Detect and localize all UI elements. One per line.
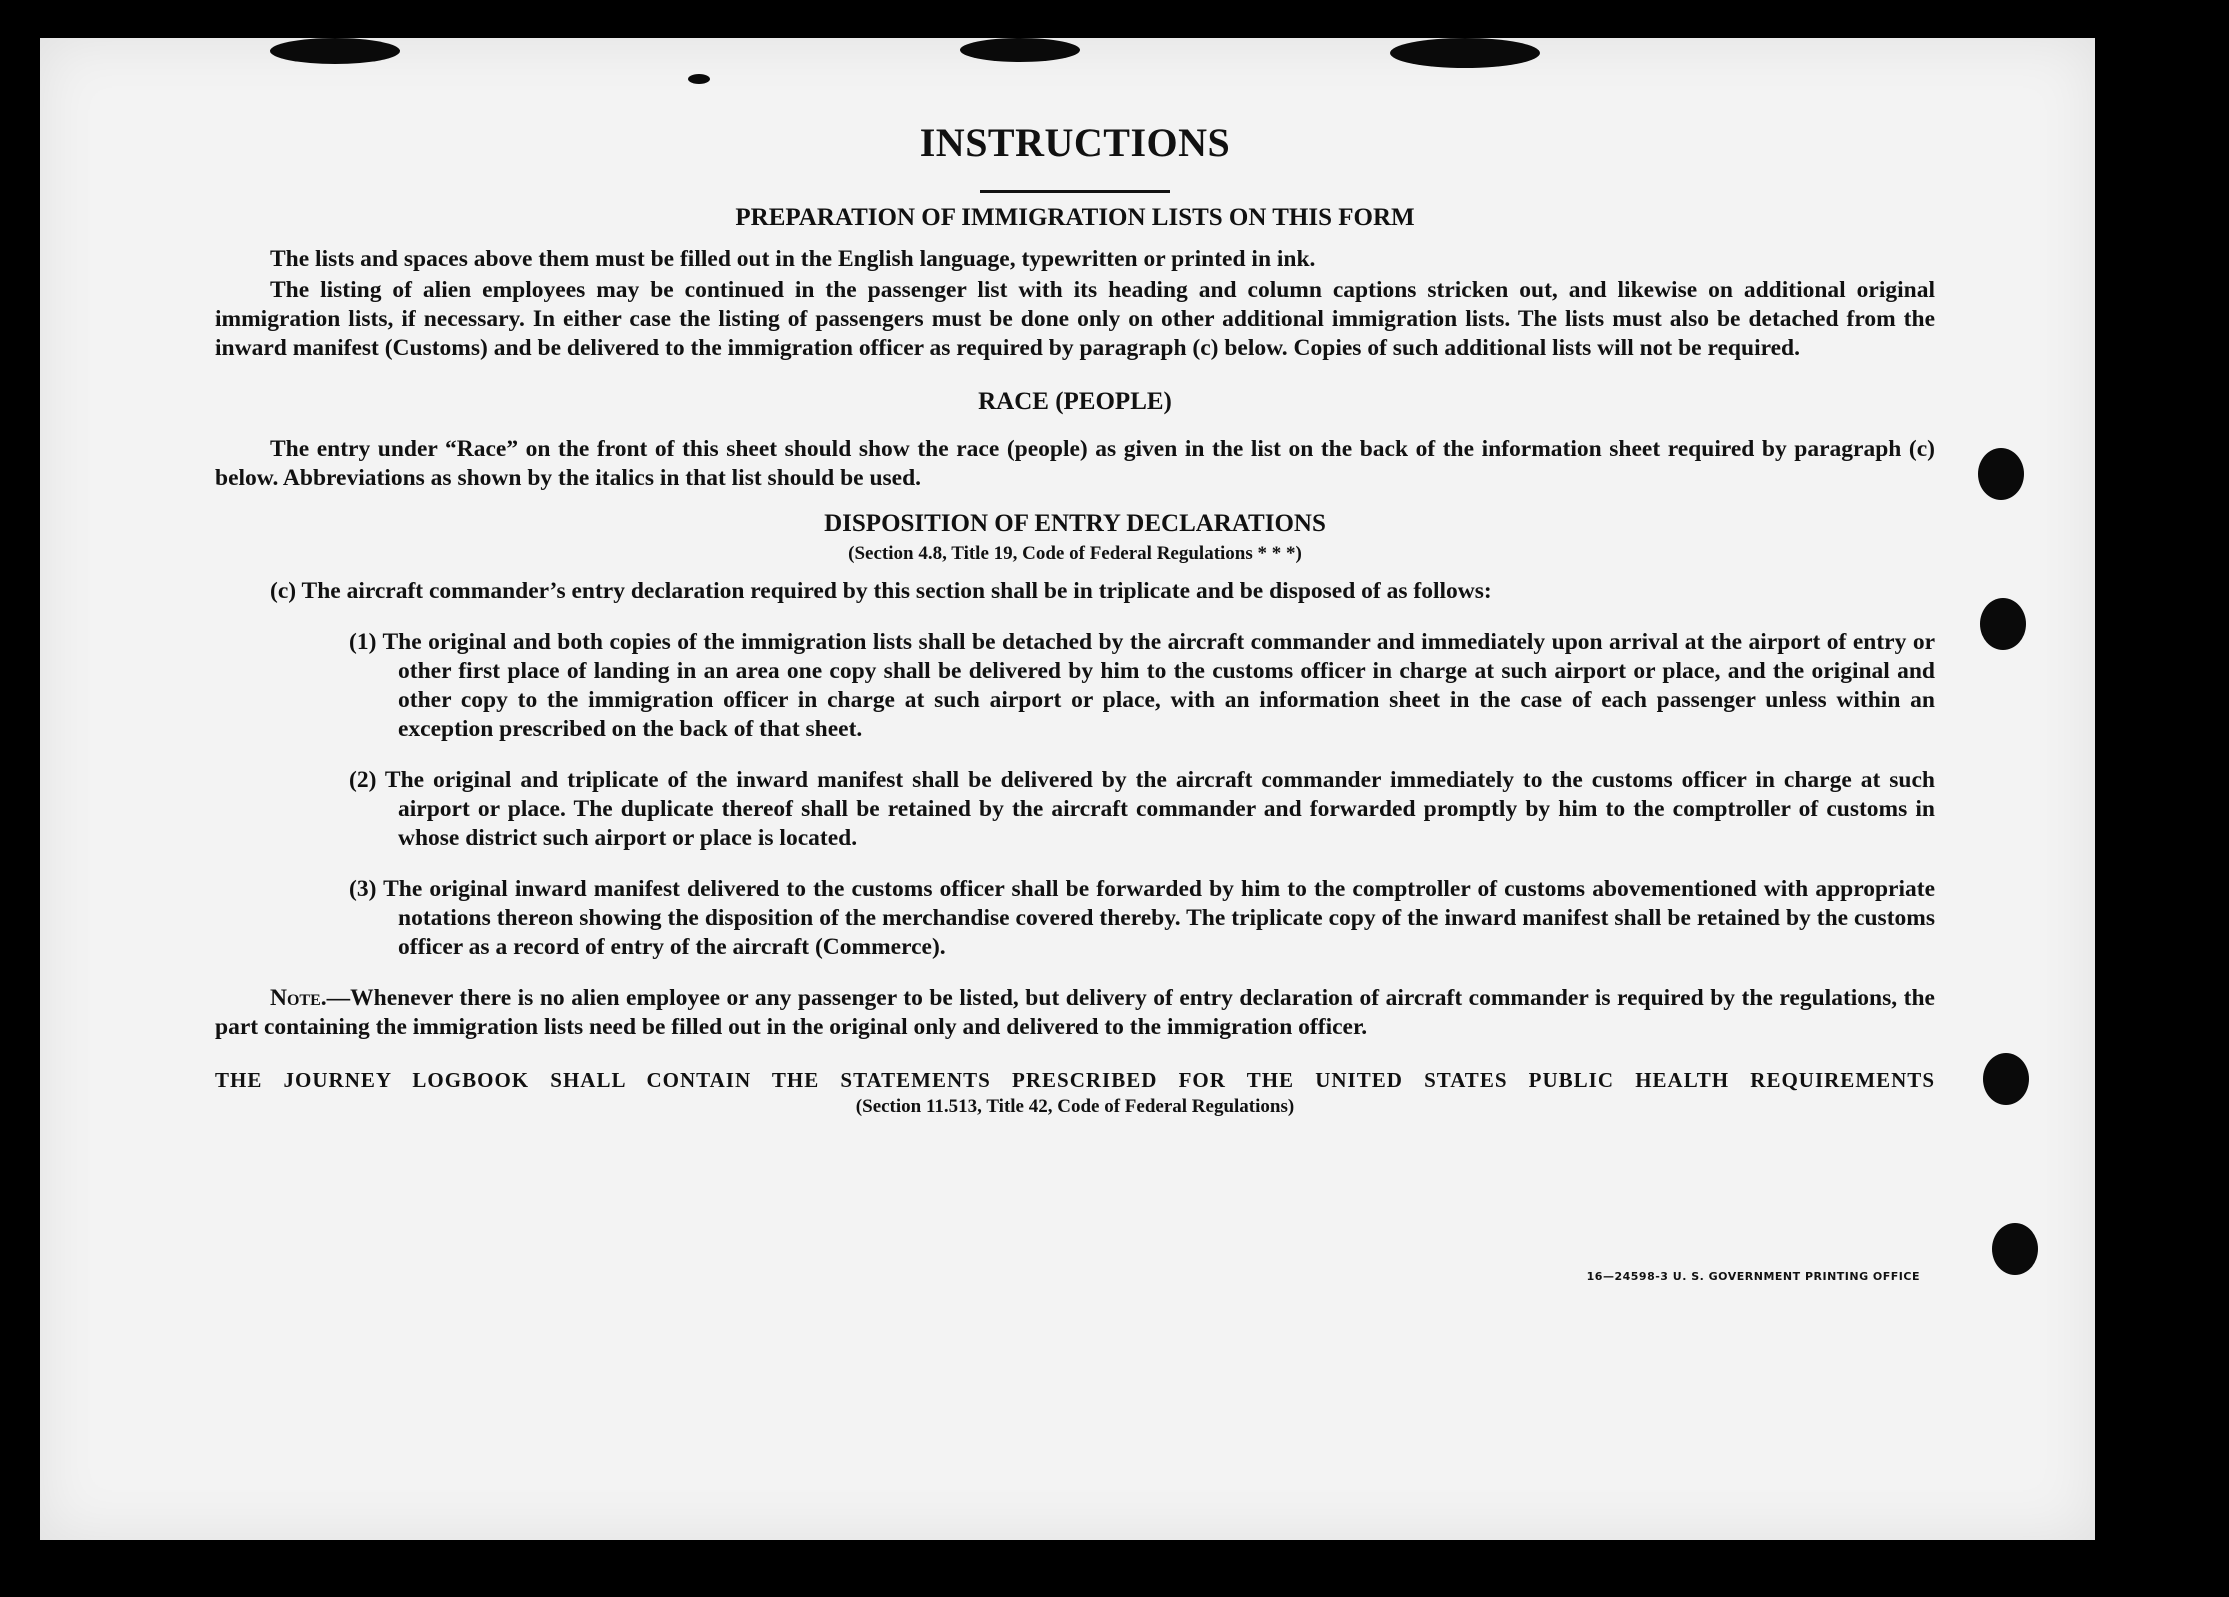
- note-paragraph: [215, 984, 1935, 1042]
- disposition-heading: DISPOSITION OF ENTRY DECLARATIONS: [824, 510, 1326, 537]
- health-statement: THE JOURNEY LOGBOOK SHALL CONTAIN THE STATEMENTS PRESCRIBED FOR THE UNITED STATES PUBLIC HEALTH REQUIREMENTS: [215, 1068, 1935, 1092]
- binder-hole: [1983, 1053, 2029, 1105]
- torn-edge-mark: [688, 74, 710, 84]
- title-underline: [980, 190, 1170, 193]
- preparation-paragraph-1: The lists and spaces above them must be filled out in the English language, typewritten or printed in ink.: [270, 246, 1316, 272]
- note-text: —Whenever there is no alien employee or any passenger to be listed, but delivery of entry declaration of aircraft commander is required by the regulations, the part containing the immigration lists need be filled out in the original only and delivered to the immigration officer.: [215, 985, 1935, 1040]
- torn-edge-mark: [270, 38, 400, 64]
- torn-edge-mark: [1390, 38, 1540, 68]
- binder-hole: [1978, 448, 2024, 500]
- health-citation: (Section 11.513, Title 42, Code of Federal Regulations): [855, 1096, 1295, 1117]
- disposition-item-2: (2) The original and triplicate of the inward manifest shall be delivered by the aircraft commander immediately to the customs officer in charge at such airport or place. The duplicate thereof shall be retained by the aircraft commander and forwarded promptly by him to the comptroller of customs in whose district such airport or place is located.: [349, 767, 1935, 851]
- page-title: INSTRUCTIONS: [919, 120, 1231, 165]
- preparation-paragraph-2: The listing of alien employees may be continued in the passenger list with its heading and column captions stricken out, and likewise on additional original immigration lists, if necessary. In either case the listing of passengers must be done only on other additional immigration lists. The lists must also be detached from the inward manifest (Customs) and be delivered to the immigration officer as required by paragraph (c) below. Copies of such additional lists will not be required.: [215, 277, 1935, 361]
- race-paragraph: The entry under “Race” on the front of this sheet should show the race (people) as given in the list on the back of the information sheet required by paragraph (c) below. Abbreviations as shown by the italics in that list should be used.: [215, 436, 1935, 491]
- disposition-item-1: (1) The original and both copies of the immigration lists shall be detached by the aircraft commander and immediately upon arrival at the airport of entry or other first place of landing in an area one copy shall be delivered by him to the customs officer in charge at such airport or place, and the original and other copy to the immigration officer in charge at such airport or place, with an information sheet in the case of each passenger unless within an exception prescribed on the back of that sheet.: [349, 629, 1935, 742]
- disposition-item-3: (3) The original inward manifest delivered to the customs officer shall be forwarded by him to the comptroller of customs abovementioned with appropriate notations thereon showing the disposition of the merchandise covered thereby. The triplicate copy of the inward manifest shall be retained by the customs officer as a record of entry of the aircraft (Commerce).: [349, 876, 1935, 960]
- torn-edge-mark: [960, 38, 1080, 62]
- disposition-intro: (c) The aircraft commander’s entry declaration required by this section shall be in triplicate and be disposed of as follows:: [270, 578, 1492, 604]
- document-page: [40, 38, 2095, 1540]
- printing-office-imprint: 16—24598-3 U. S. GOVERNMENT PRINTING OFFICE: [1586, 1270, 1920, 1283]
- binder-hole: [1980, 598, 2026, 650]
- race-heading: RACE (PEOPLE): [978, 388, 1172, 415]
- binder-hole: [1992, 1223, 2038, 1275]
- disposition-citation: (Section 4.8, Title 19, Code of Federal Regulations * * *): [848, 543, 1302, 564]
- preparation-heading: PREPARATION OF IMMIGRATION LISTS ON THIS FORM: [735, 204, 1415, 231]
- note-label: Note.: [270, 985, 327, 1011]
- instructions-body: [215, 118, 1935, 1120]
